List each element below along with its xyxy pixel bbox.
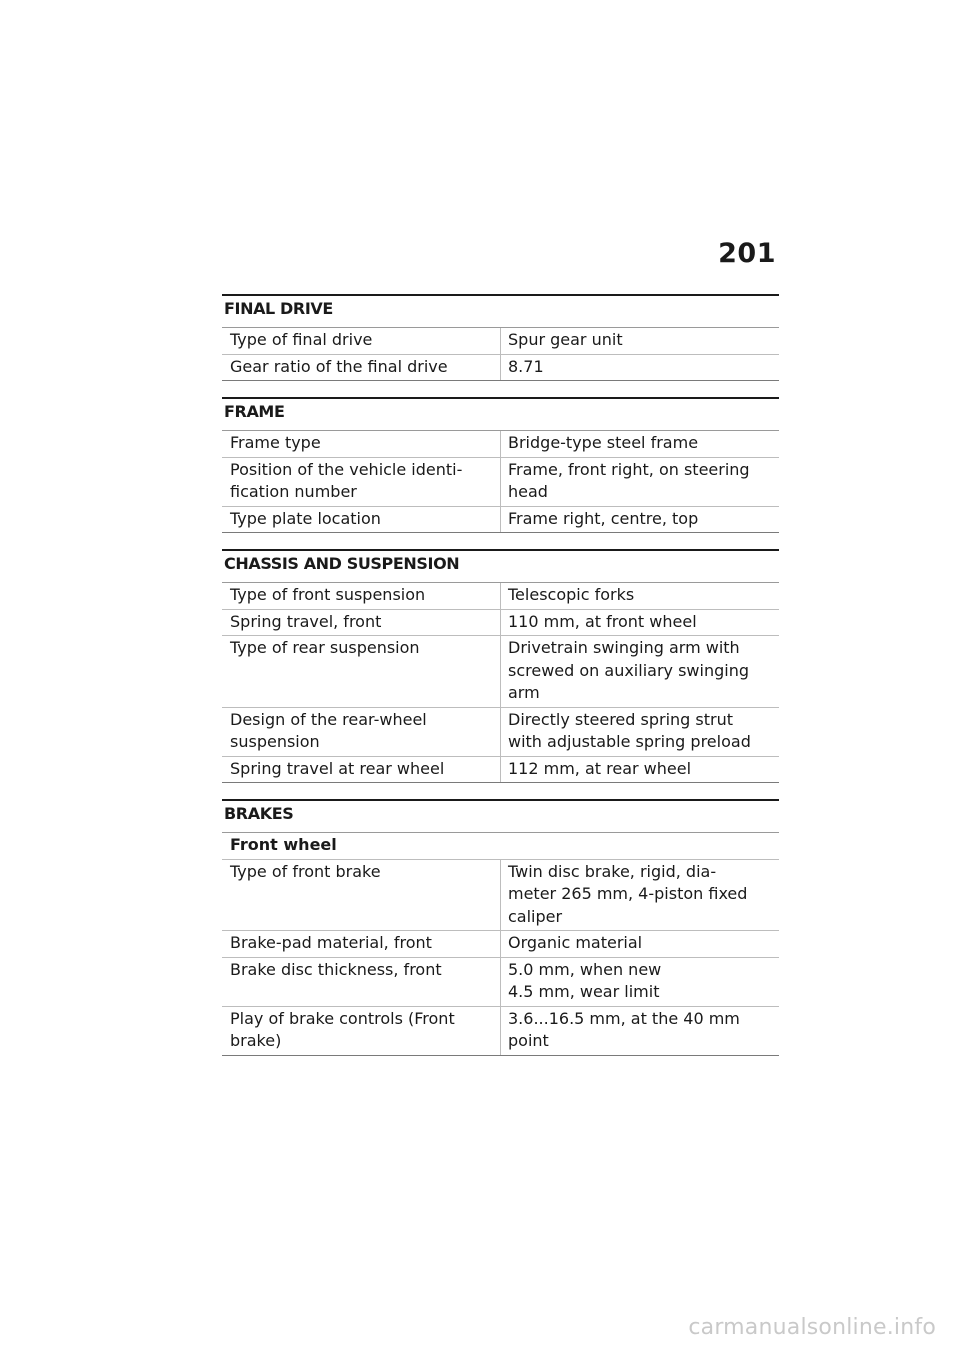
page-number: 201 — [718, 238, 776, 269]
section-chassis-suspension — [222, 549, 779, 783]
table-row — [222, 859, 779, 931]
section-title: FINAL DRIVE — [222, 296, 779, 328]
spec-label: Type of rear suspension — [222, 636, 501, 708]
spec-label: Brake-pad material, front — [222, 931, 501, 958]
table-row — [222, 636, 779, 708]
table-row — [222, 354, 779, 381]
table-row — [222, 931, 779, 958]
table-row — [222, 457, 779, 506]
table-row — [222, 707, 779, 756]
spec-table-chassis — [222, 583, 779, 783]
watermark-text: carmanualsonline.info — [688, 1315, 936, 1340]
spec-table-frame — [222, 431, 779, 533]
table-row — [222, 431, 779, 457]
spec-value: Organic material — [501, 931, 780, 958]
section-title: BRAKES — [222, 801, 779, 833]
spec-label: Spring travel at rear wheel — [222, 756, 501, 783]
spec-table-final-drive — [222, 328, 779, 381]
spec-label: Brake disc thickness, front — [222, 957, 501, 1006]
spec-value: Directly steered spring strut with adjustable spring preload — [501, 707, 780, 756]
spec-value: Bridge-type steel frame — [501, 431, 780, 457]
table-subheading-row — [222, 833, 779, 859]
spec-label: Design of the rear-wheel suspension — [222, 707, 501, 756]
spec-value: 5.0 mm, when new 4.5 mm, wear limit — [501, 957, 780, 1006]
spec-label: Gear ratio of the final drive — [222, 354, 501, 381]
section-brakes — [222, 799, 779, 1056]
table-row — [222, 328, 779, 354]
spec-label: Position of the vehicle identi- fication number — [222, 457, 501, 506]
spec-value: 3.6...16.5 mm, at the 40 mm point — [501, 1006, 780, 1055]
spec-table-brakes — [222, 833, 779, 1056]
spec-value: 112 mm, at rear wheel — [501, 756, 780, 783]
spec-content — [222, 294, 779, 1072]
table-row — [222, 957, 779, 1006]
table-row — [222, 609, 779, 636]
subheading-front-wheel: Front wheel — [222, 833, 779, 859]
spec-value: Telescopic forks — [501, 583, 780, 609]
spec-value: Twin disc brake, rigid, dia- meter 265 mm, 4-piston fixed caliper — [501, 859, 780, 931]
section-frame — [222, 397, 779, 533]
spec-label: Spring travel, front — [222, 609, 501, 636]
spec-label: Play of brake controls (Front brake) — [222, 1006, 501, 1055]
spec-label: Type of front brake — [222, 859, 501, 931]
spec-value: Spur gear unit — [501, 328, 780, 354]
spec-value: Drivetrain swinging arm with screwed on auxiliary swinging arm — [501, 636, 780, 708]
table-row — [222, 756, 779, 783]
spec-label: Type plate location — [222, 506, 501, 533]
table-row — [222, 583, 779, 609]
section-title: FRAME — [222, 399, 779, 431]
section-title: CHASSIS AND SUSPENSION — [222, 551, 779, 583]
section-final-drive — [222, 294, 779, 381]
table-row — [222, 506, 779, 533]
spec-label: Frame type — [222, 431, 501, 457]
spec-label: Type of front suspension — [222, 583, 501, 609]
spec-value: 110 mm, at front wheel — [501, 609, 780, 636]
table-row — [222, 1006, 779, 1055]
spec-value: Frame, front right, on steering head — [501, 457, 780, 506]
spec-value: 8.71 — [501, 354, 780, 381]
spec-label: Type of final drive — [222, 328, 501, 354]
spec-value: Frame right, centre, top — [501, 506, 780, 533]
